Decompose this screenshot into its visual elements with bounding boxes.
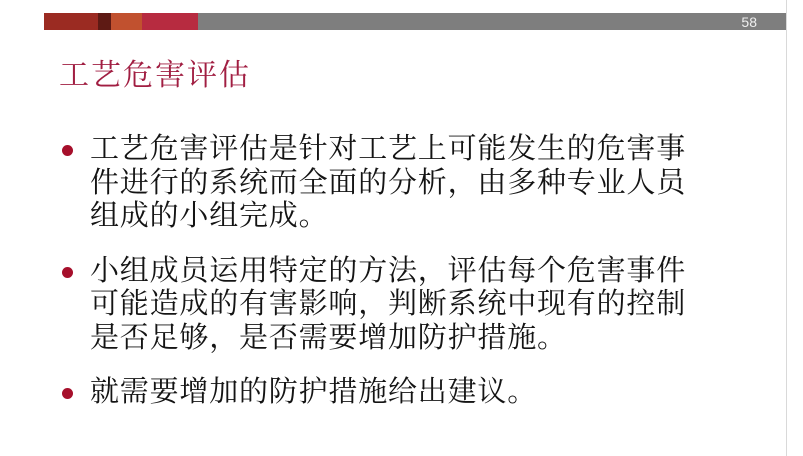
bullet-dot-icon [62, 267, 73, 278]
bar-segment-brick [44, 13, 98, 30]
bullet-text-line: 小组成员运用特定的方法，评估每个危害事件 [90, 254, 687, 287]
bullet-text-line: 件进行的系统而全面的分析，由多种专业人员 [90, 166, 687, 199]
bullet-text [90, 133, 686, 234]
bullet-text-line: 可能造成的有害影响，判断系统中现有的控制 [90, 288, 687, 320]
bullet-text [90, 255, 686, 356]
bullet-text-line: 工艺危害评估是针对工艺上可能发生的危害事 [90, 133, 687, 165]
bar-segment-orange [111, 13, 142, 30]
slide-title: 工艺危害评估 [59, 59, 251, 92]
bar-segment-maroon [98, 13, 111, 30]
bullet-item [62, 376, 772, 410]
bullet-item [62, 255, 772, 356]
bullet-item [62, 133, 772, 234]
bullet-dot-icon [62, 388, 73, 399]
bar-segment-gray [198, 13, 786, 30]
top-accent-bar [44, 13, 786, 30]
bar-segment-crimson [142, 13, 198, 30]
bullet-text-line: 组成的小组完成。 [90, 200, 329, 232]
page-number: 58 [741, 13, 757, 30]
slide-right-edge [786, 0, 787, 456]
bullet-text-line: 就需要增加的防护措施给出建议。 [90, 376, 538, 408]
bullet-text-line: 是否足够，是否需要增加防护措施。 [90, 321, 567, 354]
bullet-dot-icon [62, 145, 73, 156]
bullet-text [90, 376, 537, 410]
bullet-list [62, 133, 772, 431]
